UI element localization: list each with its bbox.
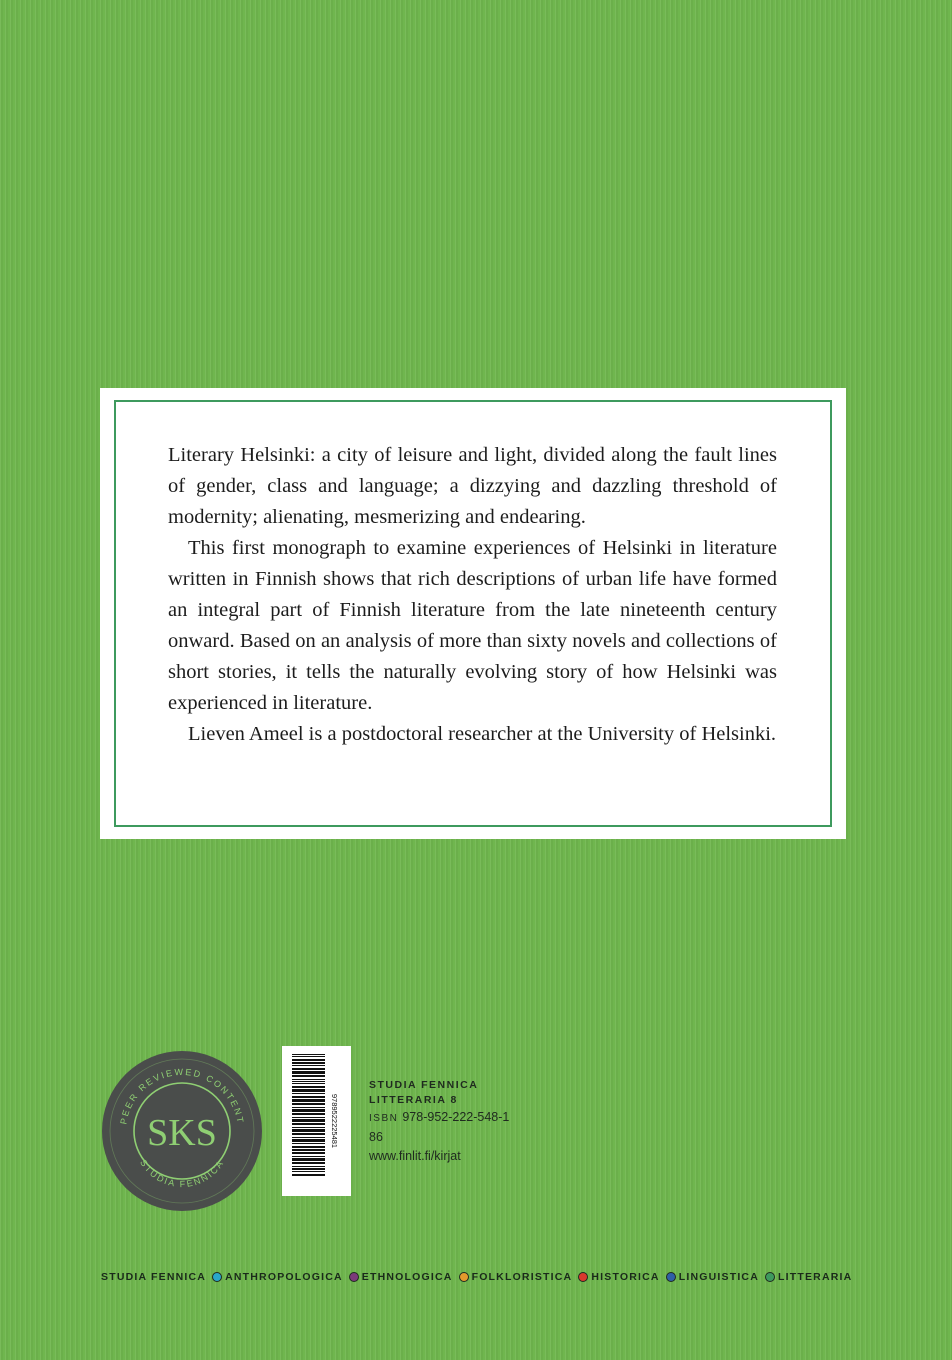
barcode-bar — [292, 1096, 325, 1098]
barcode-bar — [292, 1137, 325, 1138]
barcode-bar — [292, 1065, 325, 1066]
barcode-bar — [292, 1059, 325, 1061]
blurb-paragraph-intro: Literary Helsinki: a city of leisure and light, divided along the fault lines of gender, class and language; a dizzying and dazzling threshold of modernity; alienating, mesmerizing and endearing. — [168, 444, 777, 528]
series-item-ethnologica — [349, 1271, 453, 1283]
series-item-historica — [578, 1271, 659, 1283]
circle-icon — [578, 1272, 588, 1282]
barcode-bar — [292, 1089, 325, 1092]
barcode-bar — [292, 1123, 325, 1125]
seal-logo — [100, 1049, 264, 1213]
isbn-line — [369, 1108, 509, 1128]
series-number: 86 — [369, 1130, 383, 1144]
barcode-bar — [292, 1062, 325, 1064]
subseries-name: LITTERARIA 8 — [369, 1094, 458, 1106]
barcode-bar — [292, 1117, 325, 1118]
barcode-bar — [292, 1162, 325, 1164]
barcode-digits: 9789522225481 — [330, 1093, 339, 1149]
blurb-paragraph-author: Lieven Ameel is a postdoctoral researcher at the University of Helsinki. — [188, 723, 777, 745]
barcode-bar — [292, 1149, 325, 1151]
barcode-bar — [292, 1109, 325, 1112]
barcode-bar — [292, 1099, 325, 1102]
seal-bottom-arc: STUDIA FENNICA — [138, 1157, 226, 1190]
seal-center-text: SKS — [147, 1112, 217, 1154]
barcode-bar — [292, 1054, 325, 1055]
barcode-bar — [292, 1086, 325, 1088]
series-item-label: LINGUISTICA — [678, 1271, 759, 1283]
barcode-bar — [292, 1071, 325, 1074]
barcode-bar — [292, 1152, 325, 1154]
circle-icon — [212, 1272, 222, 1282]
barcode-bar — [292, 1139, 325, 1142]
barcode-graphic — [282, 1046, 351, 1196]
series-item-folkloristica — [459, 1271, 573, 1283]
barcode-bars — [292, 1054, 325, 1176]
barcode-bar — [292, 1075, 325, 1077]
barcode-bar — [292, 1068, 325, 1070]
peer-review-seal — [100, 1049, 264, 1213]
barcode-bar — [292, 1166, 325, 1167]
barcode-bar — [292, 1119, 325, 1122]
series-name: STUDIA FENNICA — [369, 1079, 479, 1091]
circle-icon — [349, 1272, 359, 1282]
barcode-bar — [292, 1158, 325, 1161]
series-item-label: ANTHROPOLOGICA — [225, 1271, 343, 1283]
series-list-lead: STUDIA FENNICA — [101, 1271, 207, 1283]
isbn-label: ISBN — [369, 1113, 399, 1124]
isbn-barcode — [282, 1046, 351, 1196]
barcode-bar — [292, 1168, 325, 1170]
circle-icon — [666, 1272, 676, 1282]
barcode-bar — [292, 1103, 325, 1105]
barcode-bar — [292, 1143, 325, 1144]
barcode-bar — [292, 1127, 325, 1128]
series-list — [101, 1268, 901, 1286]
series-item-label: HISTORICA — [591, 1271, 660, 1283]
circle-icon — [765, 1272, 775, 1282]
series-item-litteraria — [765, 1271, 852, 1283]
blurb-paragraph-description: This first monograph to examine experiences of Helsinki in literature written in Finnish shows that rich descriptions of urban life have formed an integral part of Finnish literature from the late nineteenth century onward. Based on an analysis of more than sixty novels and collections of short stories, it tells the naturally evolving story of how Helsinki was experienced in literature. — [168, 537, 777, 714]
barcode-bar — [292, 1081, 325, 1082]
barcode-bar — [292, 1113, 325, 1115]
barcode-bar — [292, 1083, 325, 1084]
isbn-number: 978-952-222-548-1 — [402, 1110, 510, 1124]
barcode-bar — [292, 1093, 325, 1094]
series-info — [369, 1078, 509, 1166]
blurb-panel — [100, 388, 846, 839]
barcode-bar — [292, 1133, 325, 1135]
barcode-bar — [292, 1079, 325, 1080]
publisher-url[interactable]: www.finlit.fi/kirjat — [369, 1149, 461, 1163]
barcode-bar — [292, 1056, 325, 1057]
series-item-linguistica — [666, 1271, 759, 1283]
series-item-label: LITTERARIA — [778, 1271, 853, 1283]
series-item-label: ETHNOLOGICA — [361, 1271, 453, 1283]
circle-icon — [459, 1272, 469, 1282]
barcode-bar — [292, 1174, 325, 1176]
barcode-bar — [292, 1171, 325, 1172]
blurb-text — [168, 440, 777, 750]
barcode-bar — [292, 1107, 325, 1108]
barcode-bar — [292, 1129, 325, 1132]
barcode-bar — [292, 1146, 325, 1148]
series-item-anthropologica — [212, 1271, 343, 1283]
seal-top-arc: PEER REVIEWED CONTENT — [118, 1066, 246, 1126]
series-item-label: FOLKLORISTICA — [471, 1271, 573, 1283]
barcode-bar — [292, 1156, 325, 1157]
